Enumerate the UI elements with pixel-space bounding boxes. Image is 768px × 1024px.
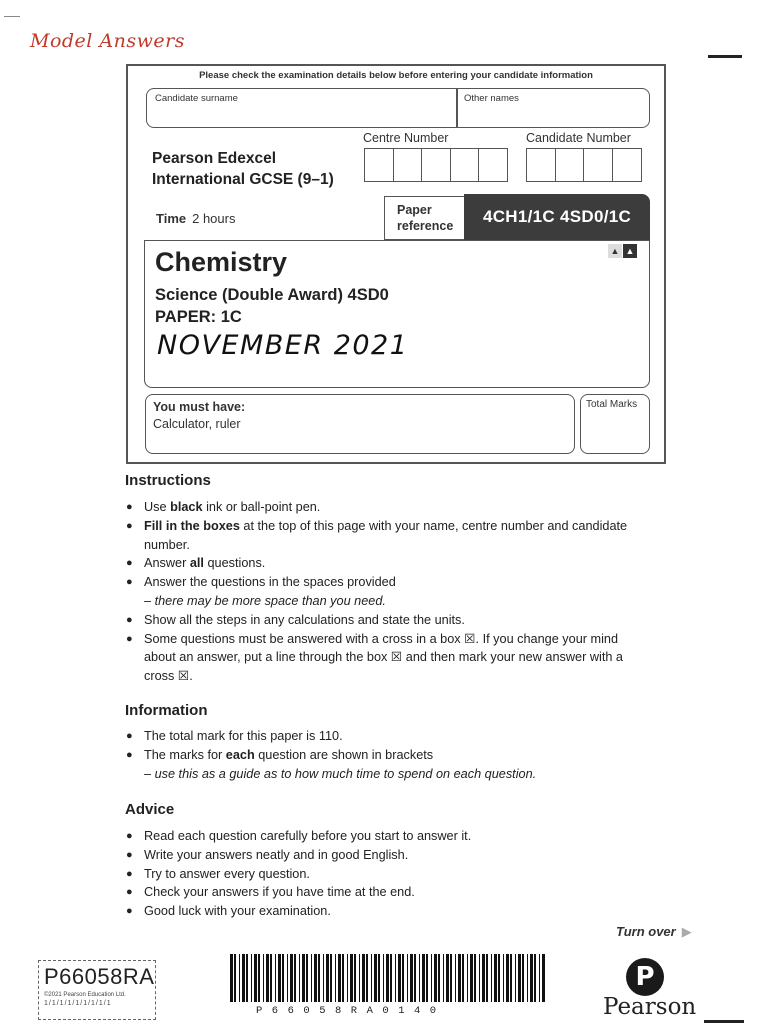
barcode-bar [446, 954, 449, 1002]
barcode-bar [386, 954, 389, 1002]
list-item-pre: Show all the steps in any calculations and state the units. [144, 612, 465, 627]
must-have-items: Calculator, ruler [153, 417, 241, 431]
subject-award: Science (Double Award) 4SD0 [155, 286, 389, 304]
list-item-post: questions. [203, 556, 266, 571]
barcode-bar [414, 954, 416, 1002]
barcode-bar [326, 954, 329, 1002]
list-item [126, 611, 646, 630]
list-item-post: at the top of this page with your name, centre number and candidate number. [144, 518, 628, 552]
total-marks-box [580, 394, 650, 454]
centre-number-digit[interactable] [421, 148, 451, 182]
list-item-bold: black [170, 500, 203, 514]
exam-board-line2: International GCSE (9–1) [152, 171, 334, 188]
centre-number-digit[interactable] [393, 148, 423, 182]
list-item [126, 727, 646, 746]
barcode-bar [251, 954, 252, 1002]
barcode-bar [534, 954, 536, 1002]
barcode-bar [522, 954, 524, 1002]
barcode-bar [383, 954, 384, 1002]
list-item-note: – use this as a guide as to how much time to spend on each question. [144, 766, 537, 781]
barcode-bar [318, 954, 320, 1002]
list-item-pre: Try to answer every question. [144, 866, 310, 881]
paper-code-box [38, 960, 156, 1020]
subject-title: Chemistry [155, 247, 288, 277]
list-item-pre: The marks for [144, 747, 226, 762]
list-item-pre: Answer the questions in the spaces provided [144, 575, 396, 590]
list-item-pre: Write your answers neatly and in good English. [144, 847, 409, 862]
exam-time [156, 211, 235, 226]
list-item-pre: Some questions must be answered with a cross in a box ☒. If you change your mind about an answer, put a line through the box ☒ and then mark your new answer with a cross ☒. [144, 631, 623, 684]
barcode-bar [470, 954, 473, 1002]
barcode-bar [494, 954, 497, 1002]
barcode-bar [299, 954, 300, 1002]
list-item [126, 846, 646, 865]
barcode-bar [323, 954, 324, 1002]
barcode-bar [530, 954, 533, 1002]
barcode-bar [258, 954, 260, 1002]
advice-heading: Advice [125, 801, 175, 818]
handwritten-note: Model Answers [30, 30, 185, 52]
list-item [126, 517, 646, 555]
barcode-bar [302, 954, 305, 1002]
list-item [126, 865, 646, 884]
barcode-bar [270, 954, 272, 1002]
barcode-bar [282, 954, 284, 1002]
registration-mark-top [708, 55, 742, 58]
paper-reference-line2: reference [397, 219, 454, 233]
barcode-bar [458, 954, 461, 1002]
barcode-bar [422, 954, 425, 1002]
turn-over-label: Turn over [616, 924, 676, 939]
paper-number: PAPER: 1C [155, 308, 242, 326]
candidate-number-digit[interactable] [612, 148, 642, 182]
barcode-bar [438, 954, 440, 1002]
list-item-bold: all [189, 556, 204, 571]
candidate-number-digit[interactable] [555, 148, 585, 182]
barcode-bar [311, 954, 312, 1002]
barcode-bar [306, 954, 308, 1002]
barcode-bar [359, 954, 360, 1002]
barcode-bar [462, 954, 464, 1002]
paper-reference-code: 4CH1/1C 4SD0/1C [464, 194, 650, 240]
centre-number-boxes [364, 148, 507, 182]
barcode-bar [503, 954, 504, 1002]
information-list [126, 727, 646, 783]
barcode-bar [366, 954, 368, 1002]
barcode-bar [354, 954, 356, 1002]
centre-number-digit[interactable] [364, 148, 394, 182]
barcode-bar [542, 954, 545, 1002]
barcode-bar [338, 954, 341, 1002]
candidate-number-label: Candidate Number [526, 131, 631, 145]
handwritten-date: NOVEMBER 2021 [157, 330, 409, 361]
list-item-pre: Good luck with your examination. [144, 904, 331, 919]
list-item-pre: Use [144, 500, 171, 514]
barcode-bar [510, 954, 512, 1002]
paper-reference-label [384, 196, 464, 240]
barcode-bar [266, 954, 269, 1002]
list-item [126, 902, 646, 921]
pearson-logo-text: Pearson [603, 994, 697, 1020]
barcode-bar [362, 954, 365, 1002]
barcode-bar [350, 954, 353, 1002]
pearson-logo-icon: P [626, 958, 664, 996]
barcode-bar [246, 954, 248, 1002]
list-item [126, 498, 646, 517]
candidate-surname-field[interactable] [146, 88, 458, 128]
barcode-bar [242, 954, 245, 1002]
barcode-bar [467, 954, 468, 1002]
barcode-bar [395, 954, 396, 1002]
list-item [126, 883, 646, 902]
barcode-bar [431, 954, 432, 1002]
instructions-list [126, 498, 646, 686]
triangle-up-icon: ▲ [608, 244, 622, 258]
barcode-bar [527, 954, 528, 1002]
exam-board [152, 148, 334, 190]
triangle-up-icon: ▲ [623, 244, 637, 258]
list-item-post: question are shown in brackets [254, 747, 434, 762]
list-item-bold: each [225, 747, 255, 762]
barcode-bar [506, 954, 509, 1002]
copyright: ©2021 Pearson Education Ltd. [44, 992, 126, 998]
must-have-box [145, 394, 575, 454]
list-item-pre: Read each question carefully before you start to answer it. [144, 829, 472, 843]
barcode-bar [290, 954, 293, 1002]
barcode-digits: P66058RA0140 [256, 1005, 446, 1017]
candidate-surname-label: Candidate surname [155, 93, 238, 104]
list-item-note: – there may be more space than you need. [144, 593, 386, 608]
barcode-bar [390, 954, 392, 1002]
centre-number-label: Centre Number [363, 131, 449, 145]
centre-number-digit[interactable] [478, 148, 508, 182]
barcode-bar [539, 954, 540, 1002]
barcode-bar [275, 954, 276, 1002]
list-item [126, 827, 646, 846]
barcode-bar [314, 954, 317, 1002]
barcode-bar [518, 954, 521, 1002]
other-names-label: Other names [464, 93, 519, 104]
candidate-number-digit[interactable] [526, 148, 556, 182]
list-item [126, 630, 646, 686]
time-label: Time [156, 211, 187, 226]
list-item [126, 573, 646, 611]
exam-board-line1: Pearson Edexcel [152, 150, 277, 167]
barcode-bar [371, 954, 372, 1002]
centre-number-digit[interactable] [450, 148, 480, 182]
barcode-bar [402, 954, 404, 1002]
barcode-bar [342, 954, 344, 1002]
barcode-bar [410, 954, 413, 1002]
list-item [126, 746, 646, 784]
registration-mark-bottom [704, 1020, 744, 1023]
tier-arrows [608, 244, 637, 258]
check-details-note: Please check the examination details below before entering your candidate information [199, 70, 593, 81]
barcode-bar [498, 954, 500, 1002]
time-value: 2 hours [192, 211, 236, 226]
barcode-bar [474, 954, 476, 1002]
barcode-bar [479, 954, 480, 1002]
paper-reference-line1: Paper [397, 203, 432, 217]
turn-over [616, 924, 692, 940]
scan-mark-top-left [4, 16, 20, 17]
barcode-bar [230, 954, 233, 1002]
list-item [126, 554, 646, 573]
barcode [228, 952, 548, 1004]
list-item-post: ink or ball-point pen. [202, 500, 321, 514]
other-names-field[interactable] [456, 88, 650, 128]
list-item-pre: Check your answers if you have time at the end. [144, 885, 415, 900]
barcode-bar [486, 954, 488, 1002]
must-have-heading: You must have: [153, 400, 246, 414]
barcode-bar [287, 954, 288, 1002]
candidate-number-boxes [526, 148, 640, 182]
barcode-bar [455, 954, 456, 1002]
barcode-bar [450, 954, 452, 1002]
barcode-bar [491, 954, 492, 1002]
total-marks-label: Total Marks [586, 399, 638, 410]
candidate-number-digit[interactable] [583, 148, 613, 182]
play-arrow-icon: ▶ [681, 924, 692, 939]
barcode-bar [378, 954, 380, 1002]
barcode-bar [294, 954, 296, 1002]
information-heading: Information [125, 702, 208, 719]
barcode-bar [335, 954, 336, 1002]
advice-list [126, 827, 646, 921]
barcode-bar [254, 954, 257, 1002]
barcode-bar [419, 954, 420, 1002]
barcode-bar [443, 954, 444, 1002]
tick-marks: 1/1/1/1/1/1/1/1/1 [44, 1000, 112, 1007]
barcode-bar [374, 954, 377, 1002]
paper-code: P66058RA [44, 964, 155, 989]
barcode-bar [239, 954, 240, 1002]
barcode-bar [515, 954, 516, 1002]
barcode-bar [278, 954, 281, 1002]
instructions-heading: Instructions [125, 472, 211, 489]
barcode-bar [426, 954, 428, 1002]
barcode-bar [407, 954, 408, 1002]
barcode-bar [482, 954, 485, 1002]
barcode-bar [434, 954, 437, 1002]
barcode-bar [263, 954, 264, 1002]
barcode-bar [330, 954, 332, 1002]
barcode-bar [234, 954, 236, 1002]
list-item-pre: The total mark for this paper is 110. [144, 729, 343, 743]
list-item-pre: Answer [144, 556, 190, 571]
list-item-bold: Fill in the boxes [144, 518, 240, 533]
barcode-bar [398, 954, 401, 1002]
barcode-bar [347, 954, 348, 1002]
